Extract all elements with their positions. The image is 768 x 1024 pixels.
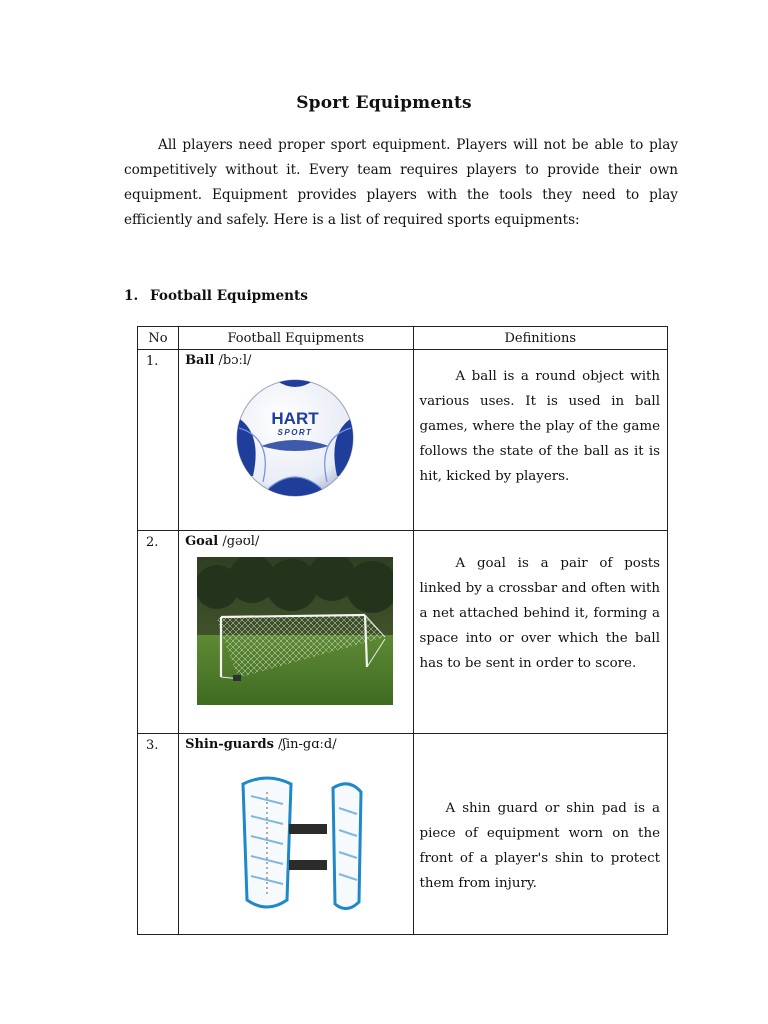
row-number: 2. xyxy=(138,531,179,734)
definition-text: A shin guard or shin pad is a piece of equipment worn on the front of a player's shin to protect them from injury. xyxy=(419,801,660,891)
table-row xyxy=(138,531,668,734)
row-number: 1. xyxy=(138,350,179,531)
goal-net-icon xyxy=(197,557,393,705)
definition-cell xyxy=(413,734,668,935)
section-title: Football Equipments xyxy=(150,288,308,304)
section-heading xyxy=(124,288,308,304)
soccer-ball-icon xyxy=(233,376,357,500)
intro-paragraph: All players need proper sport equipment. Players will not be able to play competitively without it. Every team requires players to provide their own equipment. Equipment provides players with the tools they need to play efficiently and safely. Here is a list of required sports equipments: xyxy=(124,137,678,228)
table-row xyxy=(138,734,668,935)
definition-text: A goal is a pair of posts linked by a crossbar and often with a net attached behind it, forming a space into or over which the ball has to be sent in order to score. xyxy=(419,556,660,671)
item-name: Goal xyxy=(185,534,219,549)
item-name: Ball xyxy=(185,353,215,368)
definition-cell xyxy=(413,350,668,531)
item-pronunciation: /gəʊl/ xyxy=(222,534,260,549)
shin-guards-icon xyxy=(221,764,377,920)
row-number: 3. xyxy=(138,734,179,935)
goal-net-image xyxy=(197,557,412,705)
item-cell xyxy=(179,734,413,935)
ball-brand: HART xyxy=(271,409,319,428)
item-cell xyxy=(179,350,413,531)
header-definition: Definitions xyxy=(413,327,668,350)
table-row xyxy=(138,350,668,531)
table-header-row xyxy=(138,327,668,350)
shin-guards-image xyxy=(221,764,412,920)
definition-text: A ball is a round object with various uses. It is used in ball games, where the play of the game follows the state of the ball as it is hit, kicked by players. xyxy=(419,369,660,484)
header-no: No xyxy=(138,327,179,350)
section-number: 1. xyxy=(124,288,139,304)
item-name: Shin-guards xyxy=(185,737,274,752)
equipment-table xyxy=(137,326,668,935)
header-item: Football Equipments xyxy=(179,327,413,350)
page-title: Sport Equipments xyxy=(296,93,472,113)
item-pronunciation: /ʃin-gɑːd/ xyxy=(278,737,337,752)
definition-cell xyxy=(413,531,668,734)
ball-brand-sub: SPORT xyxy=(277,428,313,437)
item-cell xyxy=(179,531,413,734)
item-pronunciation: /bɔːl/ xyxy=(218,353,252,368)
soccer-ball-image xyxy=(233,376,412,500)
